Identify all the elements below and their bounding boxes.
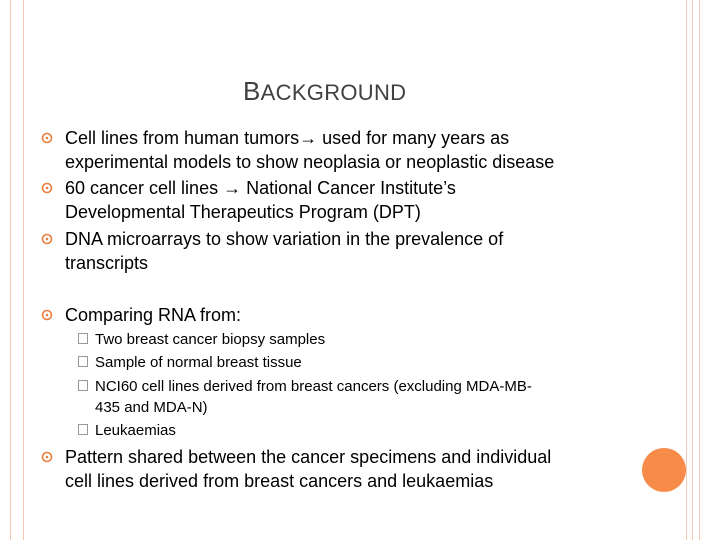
sub-bullet-box-icon bbox=[78, 356, 88, 367]
sub-bullet-text: 435 and MDA-N) bbox=[95, 399, 208, 416]
left-decorative-frame bbox=[10, 0, 24, 540]
sub-bullet-text: Sample of normal breast tissue bbox=[95, 354, 302, 371]
sub-bullet-text: Two breast cancer biopsy samples bbox=[95, 331, 326, 348]
sub-bullet-text: Leukaemias bbox=[95, 422, 176, 439]
bullet-text: Pattern shared between the cancer specimens and individual bbox=[65, 447, 552, 467]
bullet-icon bbox=[40, 176, 54, 200]
bullet-text: cell lines derived from breast cancers and leukaemias bbox=[65, 471, 494, 491]
right-decorative-frame bbox=[686, 0, 700, 540]
slide-title: BACKGROUND bbox=[243, 76, 407, 106]
bullet-text: Comparing RNA from: bbox=[65, 305, 242, 325]
sub-bullet-box-icon bbox=[78, 424, 88, 435]
sub-bullet-box-icon bbox=[78, 380, 88, 391]
sub-bullet-text: NCI60 cell lines derived from breast cancers (excluding MDA-MB- bbox=[95, 378, 532, 395]
bullet-text: Developmental Therapeutics Program (DPT) bbox=[65, 202, 421, 222]
bullet-text: 60 cancer cell lines → National Cancer Institute’s bbox=[65, 178, 456, 198]
bullet-icon bbox=[40, 445, 54, 469]
orange-circle-decoration bbox=[642, 448, 686, 492]
bullet-icon bbox=[40, 126, 54, 150]
bullet-text: experimental models to show neoplasia or neoplastic disease bbox=[65, 152, 555, 172]
sub-bullet-box-icon bbox=[78, 333, 88, 344]
bullet-text: DNA microarrays to show variation in the prevalence of bbox=[65, 229, 504, 249]
bullet-text: transcripts bbox=[65, 253, 149, 273]
bullet-icon bbox=[40, 227, 54, 251]
bullet-icon bbox=[40, 303, 54, 327]
bullet-text: Cell lines from human tumors→ used for many years as bbox=[65, 128, 510, 148]
